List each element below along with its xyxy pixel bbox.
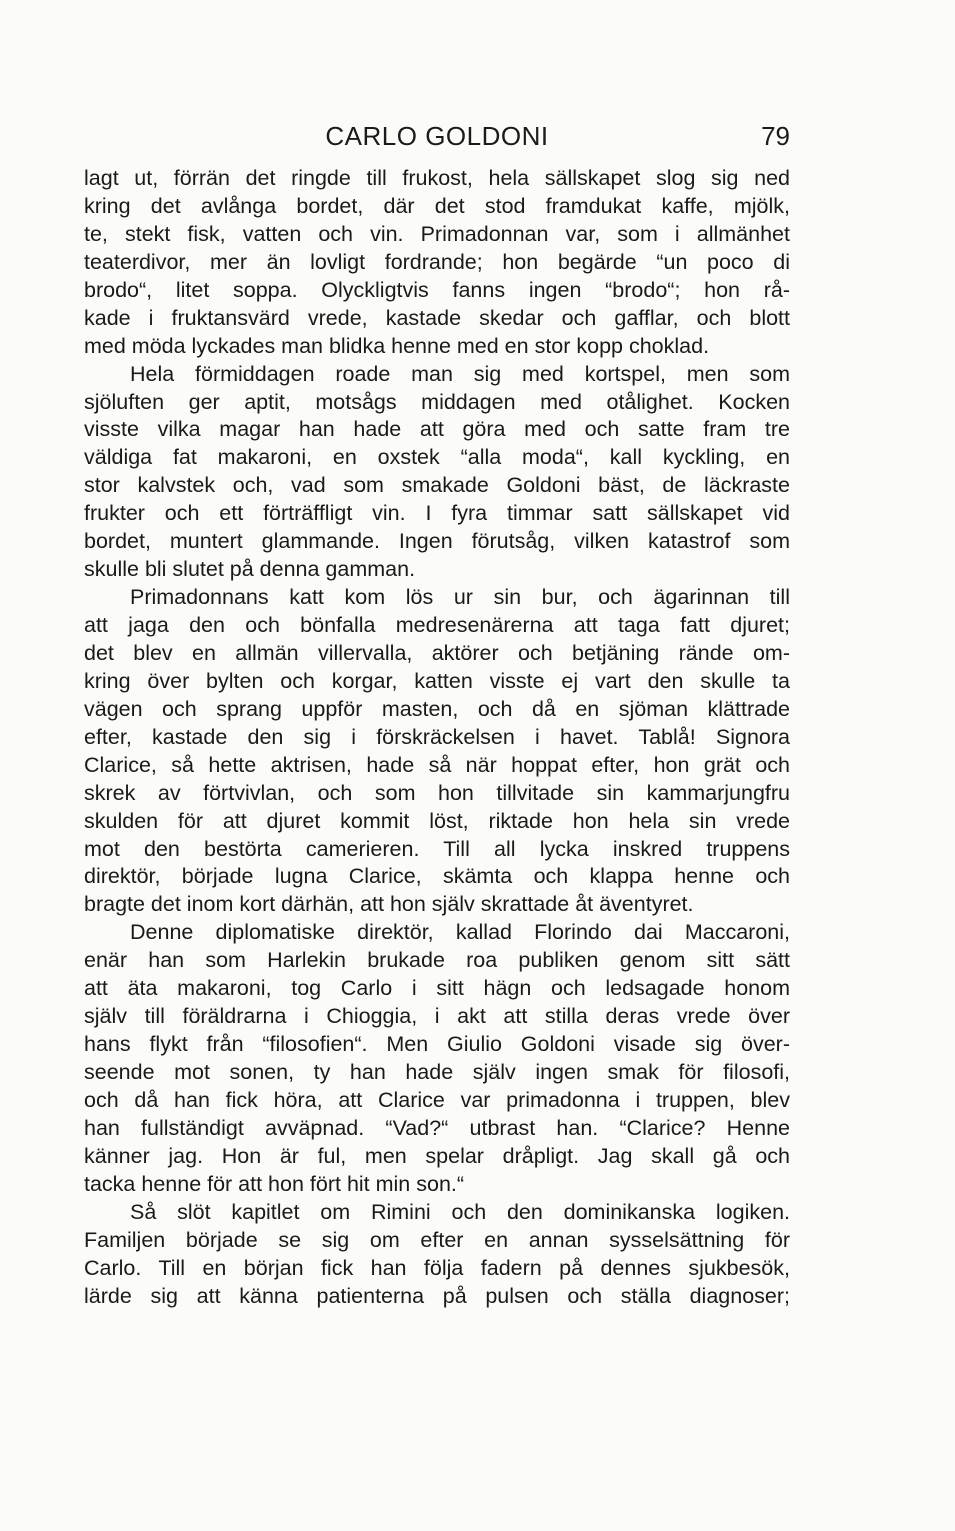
text-line: Denne diplomatiske direktör, kallad Florindo dai Maccaroni,	[130, 920, 790, 945]
text-line: frukter och ett förträffligt vin. I fyra timmar satt sällskapet vid	[84, 501, 790, 526]
text-line: Carlo. Till en början fick han följa fadern på dennes sjukbesök,	[84, 1255, 790, 1280]
text-line: hans flykt från “filosofien“. Men Giulio Goldoni visade sig över-	[84, 1032, 790, 1057]
text-line: kring över bylten och korgar, katten visste ej vart den skulle ta	[84, 668, 790, 693]
text-line: vägen och sprang uppför masten, och då en sjöman klättrade	[84, 696, 790, 721]
body-text	[84, 165, 790, 1310]
text-line: skrek av förtvivlan, och som hon tillvitade sin kammarjungfru	[84, 780, 790, 805]
text-line: Familjen började se sig om efter en annan sysselsättning för	[84, 1227, 790, 1252]
text-line: lärde sig att känna patienterna på pulsen och ställa diagnoser;	[84, 1283, 790, 1308]
text-line: Primadonnans katt kom lös ur sin bur, och ägarinnan till	[130, 585, 790, 610]
page-number: 79	[761, 121, 790, 151]
text-line: lagt ut, förrän det ringde till frukost, hela sällskapet slog sig ned	[84, 166, 790, 190]
text-line: brodo“, litet soppa. Olyckligtvis fanns ingen “brodo“; hon rå-	[84, 277, 790, 302]
text-line: själv till föräldrarna i Chioggia, i akt att stilla deras vrede över	[84, 1004, 790, 1029]
text-line: skulden för att djuret kommit löst, riktade hon hela sin vrede	[84, 808, 790, 833]
text-line: enär han som Harlekin brukade roa publiken genom sitt sätt	[84, 948, 790, 973]
text-line: seende mot sonen, ty han hade själv ingen smak för filosofi,	[84, 1060, 790, 1084]
text-line: känner jag. Hon är ful, men spelar dråpligt. Jag skall gå och	[84, 1143, 790, 1168]
text-line: väldiga fat makaroni, en oxstek “alla moda“, kall kyckling, en	[84, 445, 790, 470]
text-line: han fullständigt avväpnad. “Vad?“ utbrast han. “Clarice? Henne	[84, 1115, 790, 1140]
text-line: skulle bli slutet på denna gamman.	[84, 557, 416, 582]
text-line: visste vilka magar han hade att göra med och satte fram tre	[84, 417, 790, 442]
text-line: Så slöt kapitlet om Rimini och den dominikanska logiken.	[130, 1199, 790, 1224]
text-line: med möda lyckades man blidka henne med en stor kopp choklad.	[84, 333, 710, 358]
text-line: teaterdivor, mer än lovligt fordrande; hon begärde “un poco di	[84, 249, 790, 274]
text-line: sjöluften ger aptit, motsågs middagen med otålighet. Kocken	[84, 389, 790, 414]
text-line: Hela förmiddagen roade man sig med kortspel, men som	[130, 361, 790, 386]
text-line: tacka henne för att hon fört hit min son.“	[84, 1171, 465, 1196]
text-line: kade i fruktansvärd vrede, kastade skedar och gafflar, och blott	[84, 305, 790, 330]
text-line: bragte det inom kort därhän, att hon själv skrattade åt äventyret.	[84, 892, 694, 917]
text-line: att jaga den och bönfalla medresenärerna att taga fatt djuret;	[84, 613, 790, 637]
text-line: mot den bestörta camerieren. Till all lycka inskred truppens	[84, 836, 790, 861]
text-line: och då han fick höra, att Clarice var primadonna i truppen, blev	[84, 1087, 790, 1112]
text-line: att äta makaroni, tog Carlo i sitt hägn och ledsagade honom	[84, 976, 790, 1001]
text-line: te, stekt fisk, vatten och vin. Primadonnan var, som i allmänhet	[84, 221, 790, 246]
text-line: det blev en allmän villervalla, aktörer och betjäning rände om-	[84, 640, 790, 665]
text-line: bordet, muntert glammande. Ingen förutsåg, vilken katastrof som	[84, 529, 790, 554]
text-line: Clarice, så hette aktrisen, hade så när hoppat efter, hon grät och	[84, 752, 790, 777]
text-line: kring det avlånga bordet, där det stod framdukat kaffe, mjölk,	[84, 193, 790, 218]
running-head	[84, 121, 790, 155]
text-line: stor kalvstek och, vad som smakade Goldoni bäst, de läckraste	[84, 473, 790, 498]
text-line: efter, kastade den sig i förskräckelsen i havet. Tablå! Signora	[84, 724, 790, 749]
text-line: direktör, började lugna Clarice, skämta och klappa henne och	[84, 864, 790, 889]
running-title: CARLO GOLDONI	[325, 121, 549, 151]
